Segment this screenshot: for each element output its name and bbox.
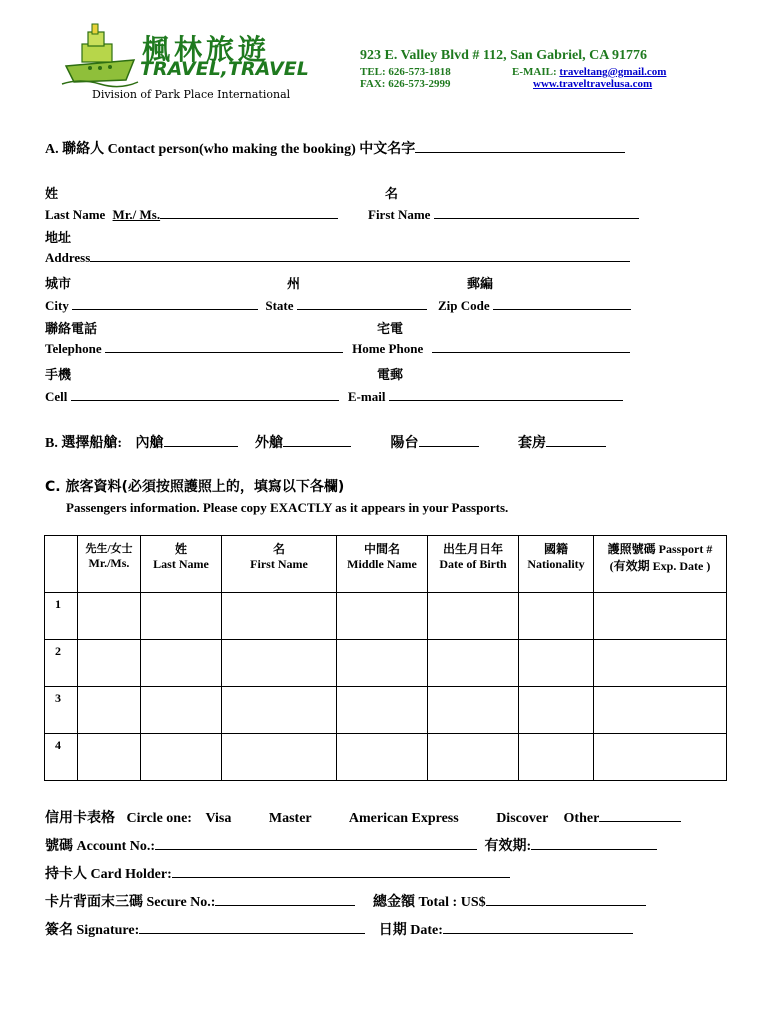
signature-row <box>45 919 633 939</box>
signature-label: 簽名 Signature: <box>45 923 140 938</box>
signature-field[interactable] <box>139 921 365 934</box>
tel: TEL: 626-573-1818 <box>360 66 451 78</box>
table-row <box>45 687 727 734</box>
date-field[interactable] <box>443 921 633 934</box>
email-label: E-MAIL: <box>512 66 560 78</box>
row-number: 4 <box>45 734 78 781</box>
visa-option[interactable]: Visa <box>205 811 232 826</box>
logo <box>60 22 140 88</box>
cell[interactable] <box>519 640 594 687</box>
fax: FAX: 626-573-2999 <box>360 78 451 90</box>
email-field-label: E-mail <box>347 389 386 404</box>
table-row <box>45 734 727 781</box>
city-label: City <box>45 298 69 313</box>
cell[interactable] <box>428 640 519 687</box>
cell-label: Cell <box>45 389 68 404</box>
cell[interactable] <box>222 640 337 687</box>
brand-name: TRAVEL,TRAVEL <box>140 58 309 80</box>
telephone-field[interactable] <box>105 340 343 353</box>
row-number-header <box>45 536 78 593</box>
section-a-title <box>45 138 625 158</box>
account-label: 號碼 Account No.: <box>45 839 156 854</box>
cell[interactable] <box>78 687 141 734</box>
col-last-name-header: 姓 Last Name <box>141 536 222 593</box>
holder-field[interactable] <box>172 865 510 878</box>
other-field[interactable] <box>599 809 681 822</box>
cell[interactable] <box>141 687 222 734</box>
first-name-label: First Name <box>368 207 431 222</box>
state-cn: 州 <box>287 276 301 291</box>
cell[interactable] <box>222 687 337 734</box>
cell-row <box>45 388 623 405</box>
row-number: 1 <box>45 593 78 640</box>
zip-cn: 郵編 <box>467 276 494 291</box>
first-name-row <box>368 206 639 223</box>
table-header-row <box>45 536 727 593</box>
address-cn: 地址 <box>45 230 72 245</box>
city-cn: 城市 <box>45 276 72 291</box>
phone-row <box>45 340 630 357</box>
amex-option[interactable]: American Express <box>348 811 459 826</box>
cell[interactable] <box>594 734 727 781</box>
holder-label: 持卡人 Card Holder: <box>45 867 172 882</box>
section-a-label: A. 聯絡人 Contact person(who making the booking) 中文名字 <box>45 142 416 157</box>
cell[interactable] <box>337 640 428 687</box>
email-cn: 電郵 <box>377 367 404 382</box>
address-row <box>45 249 630 266</box>
card-type-row <box>45 807 681 827</box>
col-first-name-header: 名 First Name <box>222 536 337 593</box>
first-name-field[interactable] <box>434 206 639 219</box>
cell[interactable] <box>519 593 594 640</box>
outside-label: 外艙 <box>255 436 283 451</box>
cell[interactable] <box>337 687 428 734</box>
mr-ms-label: Mr./ Ms. <box>112 207 161 222</box>
email-link[interactable]: traveltang@gmail.com <box>559 66 667 78</box>
outside-field[interactable] <box>283 434 351 447</box>
home-phone-label: Home Phone <box>352 341 424 356</box>
state-label: State <box>265 298 294 313</box>
name-row <box>45 206 338 223</box>
section-c-title: C. 旅客資料(必須按照護照上的，填寫以下各欄) <box>45 479 345 495</box>
col-passport-header: 護照號碼 Passport # (有效期 Exp. Date ) <box>594 536 727 593</box>
email-line <box>512 66 666 78</box>
table-row <box>45 593 727 640</box>
cell[interactable] <box>428 593 519 640</box>
chinese-brand-name: 楓林旅遊 <box>142 33 271 66</box>
cell[interactable] <box>222 593 337 640</box>
cell[interactable] <box>594 687 727 734</box>
address-label: Address <box>45 250 91 265</box>
account-field[interactable] <box>155 837 477 850</box>
cabin-row <box>45 432 606 452</box>
cell[interactable] <box>428 687 519 734</box>
home-phone-field[interactable] <box>432 340 630 353</box>
inside-label: 內艙 <box>135 436 164 451</box>
account-row <box>45 835 657 855</box>
other-option[interactable]: Other <box>563 811 600 826</box>
passenger-table <box>44 535 727 781</box>
balcony-label: 陽台 <box>390 436 419 451</box>
cell[interactable] <box>222 734 337 781</box>
col-dob-header: 出生月日年 Date of Birth <box>428 536 519 593</box>
balcony-field[interactable] <box>419 434 479 447</box>
card-form-label: 信用卡表格 <box>45 811 115 826</box>
expiry-field[interactable] <box>531 837 657 850</box>
cell[interactable] <box>78 640 141 687</box>
zip-field[interactable] <box>493 297 631 310</box>
state-field[interactable] <box>297 297 427 310</box>
phone-cn: 聯絡電話 <box>45 321 98 336</box>
master-option[interactable]: Master <box>268 811 312 826</box>
last-name-cn: 姓 <box>45 186 59 201</box>
zip-label: Zip Code <box>438 298 490 313</box>
cell-cn: 手機 <box>45 367 72 382</box>
cell[interactable] <box>141 734 222 781</box>
ship-logo-icon <box>60 22 140 88</box>
chinese-name-field[interactable] <box>415 140 625 153</box>
secure-field[interactable] <box>215 893 355 906</box>
cell-field[interactable] <box>71 388 339 401</box>
email-field[interactable] <box>389 388 623 401</box>
suite-field[interactable] <box>546 434 606 447</box>
last-name-label: Last Name <box>45 207 106 222</box>
total-label: 總金額 Total : US$ <box>372 895 486 910</box>
row-number: 2 <box>45 640 78 687</box>
city-row <box>45 297 631 314</box>
cell[interactable] <box>428 734 519 781</box>
website-link[interactable]: www.traveltravelusa.com <box>533 78 653 90</box>
expiry-label: 有效期: <box>484 839 532 854</box>
cell[interactable] <box>519 687 594 734</box>
section-b-title: B. 選擇船艙: <box>45 436 122 451</box>
secure-label: 卡片背面末三碼 Secure No.: <box>45 895 216 910</box>
cell[interactable] <box>594 593 727 640</box>
cell[interactable] <box>141 593 222 640</box>
cell[interactable] <box>78 593 141 640</box>
total-field[interactable] <box>486 893 646 906</box>
col-nationality-header: 國籍 Nationality <box>519 536 594 593</box>
cell[interactable] <box>337 734 428 781</box>
cell[interactable] <box>594 640 727 687</box>
table-row <box>45 640 727 687</box>
cell[interactable] <box>337 593 428 640</box>
col-title-header: 先生/女士 Mr./Ms. <box>78 536 141 593</box>
home-cn: 宅電 <box>377 321 404 336</box>
discover-option[interactable]: Discover <box>496 811 549 826</box>
cell[interactable] <box>141 640 222 687</box>
website-line <box>533 78 652 90</box>
cell[interactable] <box>78 734 141 781</box>
holder-row <box>45 863 510 883</box>
col-middle-name-header: 中間名 Middle Name <box>337 536 428 593</box>
date-label: 日期 Date: <box>378 923 443 938</box>
circle-one-label: Circle one: <box>126 811 192 826</box>
secure-row <box>45 891 646 911</box>
address-field[interactable] <box>90 249 630 262</box>
row-number: 3 <box>45 687 78 734</box>
telephone-label: Telephone <box>45 341 102 356</box>
cell[interactable] <box>519 734 594 781</box>
division-text: Division of Park Place International <box>92 88 291 101</box>
company-address: 923 E. Valley Blvd # 112, San Gabriel, CA 91776 <box>360 48 648 63</box>
first-name-cn: 名 <box>385 186 399 201</box>
city-field[interactable] <box>72 297 258 310</box>
inside-field[interactable] <box>164 434 238 447</box>
last-name-field[interactable] <box>160 206 338 219</box>
section-c-subtitle: Passengers information. Please copy EXACTLY as it appears in your Passports. <box>66 500 509 515</box>
suite-label: 套房 <box>518 436 546 451</box>
